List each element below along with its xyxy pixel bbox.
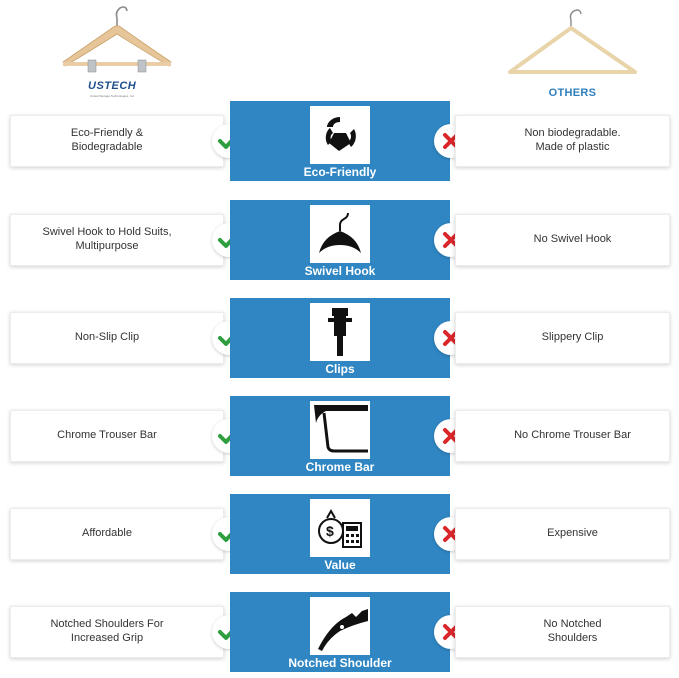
feature-label: Swivel Hook (304, 264, 376, 278)
feature-panel (230, 396, 450, 476)
ustech-feature-text: Affordable (10, 508, 224, 560)
others-feature-text: No Notched Shoulders (455, 606, 670, 658)
feature-panel (230, 494, 450, 574)
swivel-hook-icon (310, 205, 370, 263)
ustech-feature-text: Chrome Trouser Bar (10, 410, 224, 462)
others-feature-text: Non biodegradable. Made of plastic (455, 115, 670, 167)
ustech-feature-text: Swivel Hook to Hold Suits, Multipurpose (10, 214, 224, 266)
others-feature-text: Expensive (455, 508, 670, 560)
brand-logo: USTECH (88, 80, 137, 92)
feature-panel (230, 298, 450, 378)
comparison-row-6 (0, 592, 679, 672)
recycle-icon (310, 106, 370, 164)
comparison-row-1 (0, 101, 679, 181)
feature-panel (230, 592, 450, 672)
clip-icon (310, 303, 370, 361)
others-feature-text: No Swivel Hook (455, 214, 670, 266)
comparison-row-4 (0, 396, 679, 476)
others-feature-text: No Chrome Trouser Bar (455, 410, 670, 462)
feature-label: Eco-Friendly (303, 165, 377, 179)
ustech-feature-text: Notched Shoulders For Increased Grip (10, 606, 224, 658)
feature-panel (230, 101, 450, 181)
others-hanger-image (505, 0, 640, 100)
money-calculator-icon (310, 499, 370, 557)
others-label: OTHERS (548, 87, 597, 99)
brand-tagline: United Storage Technologies, Inc. (90, 94, 135, 98)
feature-label: Notched Shoulder (288, 656, 392, 670)
comparison-row-5 (0, 494, 679, 574)
ustech-feature-text: Non-Slip Clip (10, 312, 224, 364)
feature-label: Chrome Bar (305, 460, 375, 474)
notched-shoulder-icon (310, 597, 370, 655)
ustech-feature-text: Eco-Friendly & Biodegradable (10, 115, 224, 167)
chrome-bar-icon (310, 401, 370, 459)
feature-label: Value (324, 558, 356, 572)
feature-label: Clips (325, 362, 355, 376)
comparison-row-2 (0, 200, 679, 280)
comparison-row-3 (0, 298, 679, 378)
feature-panel (230, 200, 450, 280)
svg-text:$: $ (326, 523, 334, 539)
others-feature-text: Slippery Clip (455, 312, 670, 364)
